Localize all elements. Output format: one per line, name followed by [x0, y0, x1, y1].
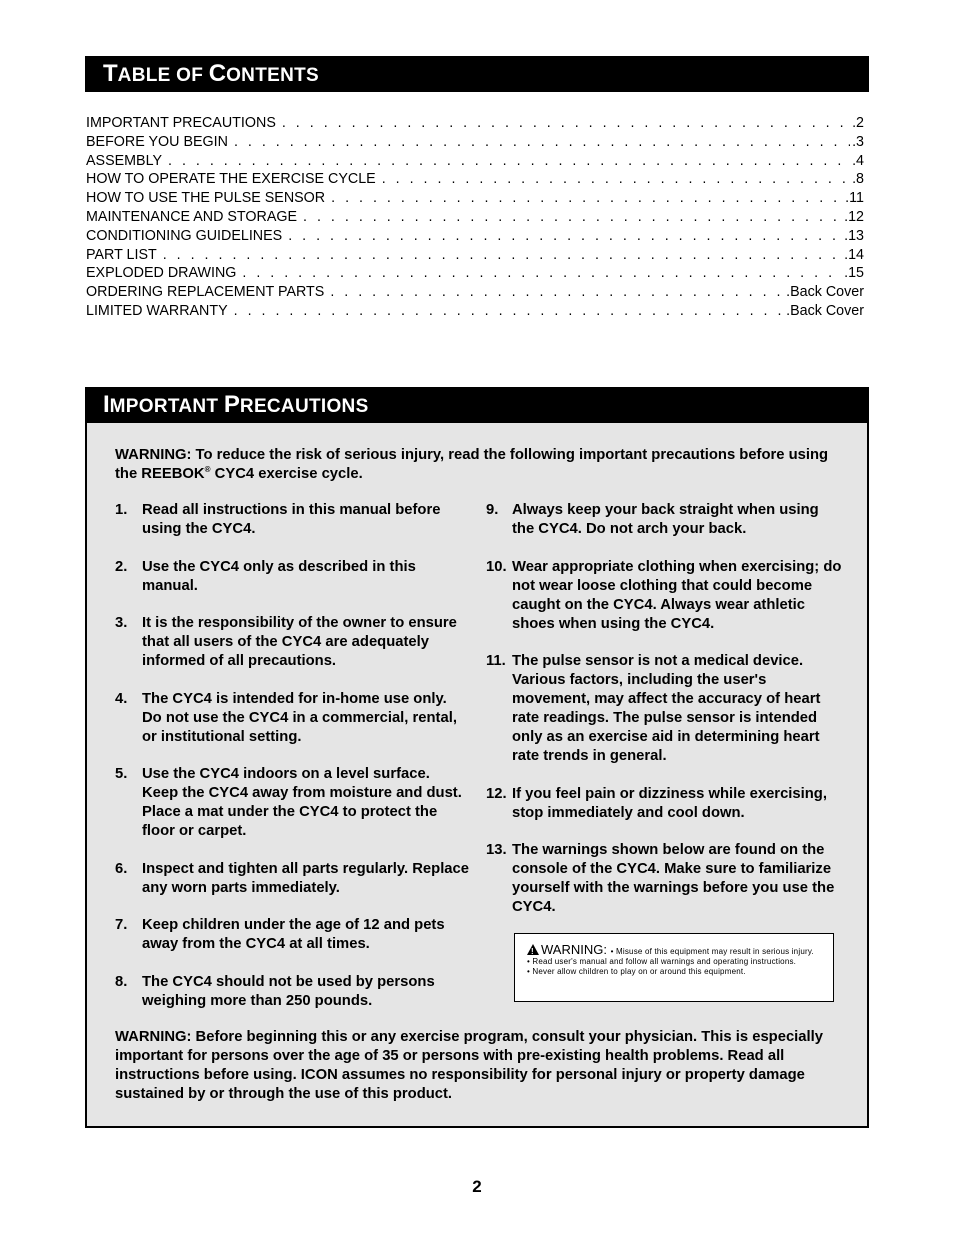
precaution-text: Wear appropriate clothing when exercising; do not wear loose clothing that could become caught on the CYC4. Always wear athletic shoes when using the CYC4.: [512, 558, 842, 632]
toc-entry-page: .8: [852, 171, 864, 188]
precaution-item: [486, 841, 842, 917]
precaution-item: [115, 501, 470, 539]
precaution-item: [486, 501, 842, 539]
toc-leader-dots: [330, 283, 784, 302]
precaution-text: The CYC4 is intended for in-home use only. Do not use the CYC4 in a commercial, rental, or institutional setting.: [142, 690, 457, 745]
page-number: 2: [472, 1177, 482, 1196]
toc-entry: [86, 208, 864, 227]
precaution-text: The warnings shown below are found on the console of the CYC4. Make sure to familiarize yourself with the warnings before you use the CYC4.: [512, 842, 835, 915]
precaution-item: [486, 558, 842, 634]
precaution-item: [115, 690, 470, 747]
toc-heading-part1: ABLE OF: [117, 65, 209, 86]
toc-entry-title: PART LIST: [86, 246, 157, 263]
toc-leader-dots: [303, 208, 842, 227]
toc-entry-page: .13: [844, 227, 864, 244]
toc-entry-title: IMPORTANT PRECAUTIONS: [86, 115, 276, 131]
precaution-text: Read all instructions in this manual before using the CYC4.: [142, 502, 441, 537]
toc-entry-page: .14: [844, 246, 864, 263]
toc-leader-dots: [282, 114, 850, 133]
precautions-heading-cap2: P: [223, 391, 240, 418]
precaution-text: Use the CYC4 indoors on a level surface. Keep the CYC4 away from moisture and dust. Place a mat under the CYC4 to protect the floor or carpet.: [142, 766, 462, 839]
toc-entry-title: CONDITIONING GUIDELINES: [86, 227, 283, 244]
warning-intro-text-end: CYC4 exercise cycle.: [210, 466, 363, 482]
toc-entry: [86, 283, 864, 302]
warning-triangle-icon: [527, 944, 539, 955]
toc-entry-title: HOW TO OPERATE THE EXERCISE CYCLE: [86, 171, 376, 188]
toc-entry: [86, 152, 864, 171]
precautions-right-column: [486, 501, 842, 936]
precaution-text: It is the responsibility of the owner to ensure that all users of the CYC4 are adequately informed of all precautions.: [142, 615, 457, 669]
precaution-text: Always keep your back straight when using the CYC4. Do not arch your back.: [512, 502, 819, 537]
warning-label-line: • Never allow children to play on or around this equipment.: [527, 967, 746, 976]
toc-entry-page: .3: [852, 133, 864, 150]
precaution-item: [115, 916, 470, 954]
toc-entry-title: HOW TO USE THE PULSE SENSOR: [86, 190, 326, 207]
precaution-number: 12.: [486, 785, 507, 802]
precaution-text: The pulse sensor is not a medical device. Various factors, including the user's movement, may affect the accuracy of heart rate readings. The pulse sensor is intended only as an exercise aid in determining heart rate trends in general.: [512, 653, 821, 764]
table-of-contents: [86, 114, 864, 321]
toc-entry: [86, 114, 864, 133]
toc-heading: [85, 56, 869, 92]
toc-entry-title: ORDERING REPLACEMENT PARTS: [86, 284, 325, 301]
precaution-number: 13.: [486, 842, 507, 858]
toc-entry: [86, 133, 864, 152]
toc-leader-dots: [234, 302, 784, 321]
precaution-number: 8.: [115, 973, 128, 990]
toc-entry: [86, 302, 864, 321]
precaution-item: [115, 860, 470, 898]
precaution-number: 5.: [115, 766, 128, 782]
precaution-number: 7.: [115, 917, 128, 933]
toc-entry: [86, 170, 864, 189]
precaution-number: 11.: [486, 653, 506, 669]
toc-entry-title: LIMITED WARRANTY: [86, 302, 228, 319]
precaution-text: If you feel pain or dizziness while exercising, stop immediately and cool down.: [512, 785, 827, 821]
warning-intro-text: WARNING: To reduce the risk of serious injury, read the following important precautions before using the REEBOK: [115, 447, 829, 482]
toc-entry-title: MAINTENANCE AND STORAGE: [86, 208, 298, 225]
toc-entry: [86, 227, 864, 246]
warning-label-line: • Read user's manual and follow all warnings and operating instructions.: [527, 957, 797, 966]
precaution-item: [486, 785, 842, 823]
precautions-heading: [85, 387, 869, 423]
precautions-heading-cap1: I: [103, 391, 110, 418]
precaution-item: [115, 765, 470, 841]
toc-entry-title: EXPLODED DRAWING: [86, 265, 237, 282]
toc-entry-page: .Back Cover: [786, 284, 864, 301]
toc-leader-dots: [242, 264, 842, 283]
precaution-number: 6.: [115, 860, 128, 877]
toc-entry-page: .11: [845, 190, 864, 207]
precaution-number: 1.: [115, 502, 128, 518]
toc-entry-page: .2: [852, 115, 864, 131]
precaution-number: 9.: [486, 502, 499, 518]
warning-label-head: WARNING:: [541, 942, 607, 957]
toc-entry: [86, 246, 864, 265]
toc-entry-title: BEFORE YOU BEGIN: [86, 133, 228, 150]
warning-intro: [115, 446, 835, 484]
toc-entry: [86, 264, 864, 283]
warning-label-line: • Misuse of this equipment may result in serious injury.: [610, 947, 814, 956]
toc-leader-dots: [234, 133, 850, 152]
toc-entry-page: .4: [852, 152, 864, 169]
precaution-number: 3.: [115, 615, 128, 631]
toc-leader-dots: [288, 227, 842, 246]
precaution-text: Use the CYC4 only as described in this manual.: [142, 558, 416, 594]
toc-leader-dots: [163, 246, 842, 265]
precaution-number: 10.: [486, 558, 507, 575]
toc-entry: [86, 189, 864, 208]
precaution-item: [115, 973, 470, 1011]
precautions-heading-part1: MPORTANT: [109, 396, 224, 417]
toc-leader-dots: [331, 189, 843, 208]
warning-physician: WARNING: Before beginning this or any exercise program, consult your physician. This is especially important for persons over the age of 35 or persons with pre-existing health problems. Read all instructions before using. ICON assumes no responsibility for personal injury or property damage sustained by or through the use of this product.: [115, 1029, 823, 1102]
toc-entry-page: .15: [844, 265, 864, 282]
console-warning-label: [514, 933, 834, 1002]
toc-leader-dots: [168, 152, 850, 171]
toc-entry-page: .Back Cover: [786, 302, 864, 319]
precaution-item: [486, 652, 842, 766]
precaution-text: Inspect and tighten all parts regularly. Replace any worn parts immediately.: [142, 860, 469, 896]
toc-heading-cap1: T: [103, 60, 118, 87]
precaution-item: [115, 614, 470, 671]
toc-entry-page: .12: [844, 208, 864, 225]
toc-entry-title: ASSEMBLY: [86, 152, 163, 169]
precaution-text: The CYC4 should not be used by persons weighing more than 250 pounds.: [142, 973, 435, 1009]
precaution-item: [115, 558, 470, 596]
registered-mark: ®: [204, 465, 211, 475]
precaution-number: 4.: [115, 690, 128, 707]
toc-heading-part2: ONTENTS: [226, 65, 319, 86]
toc-heading-cap2: C: [208, 60, 227, 87]
precaution-text: Keep children under the age of 12 and pets away from the CYC4 at all times.: [142, 917, 445, 952]
precautions-left-column: [115, 501, 470, 1029]
precaution-number: 2.: [115, 558, 128, 575]
toc-leader-dots: [382, 170, 850, 189]
precautions-heading-part2: RECAUTIONS: [239, 396, 369, 417]
